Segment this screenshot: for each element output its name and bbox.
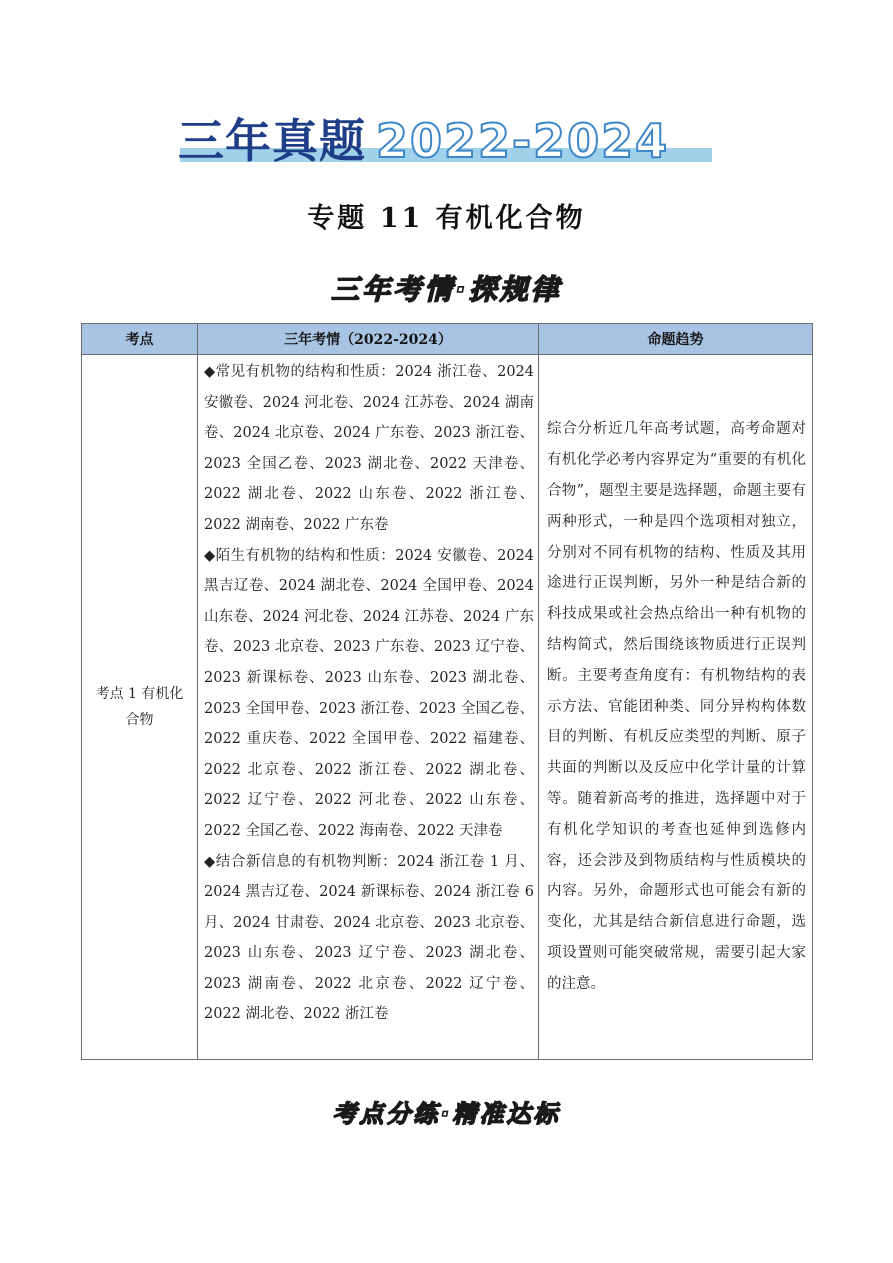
point-cell: 考点 1 有机化合物 — [82, 355, 198, 1060]
situation-item: ◆结合新信息的有机物判断：2024 浙江卷 1 月、2024 黑吉辽卷、2024 新课标卷、2024 浙江卷 6 月、2024 甘肃卷、2024 北京卷、2023 北京卷、2023 山东卷、2023 辽宁卷、2023 湖北卷、2023 湖南卷、2022 北京卷、2022 辽宁卷、2022 湖北卷、2022 浙江卷 — [204, 853, 534, 1023]
banner-chinese: 三年真题 — [178, 114, 366, 168]
trend-cell — [539, 355, 813, 1060]
table-header-row — [82, 324, 813, 355]
section-heading-analysis: 三年考情·探规律 — [331, 273, 562, 306]
trend-text: 综合分析近几年高考试题，高考命题对有机化学必考内容界定为“重要的有机化合物”，题型主要是选择题，命题主要有两种形式，一种是四个选项相对独立，分别对不同有机物的结构、性质及其用途进行正误判断，另外一种是结合新的科技成果或社会热点给出一种有机物的结构简式，然后围绕该物质进行正误判断。主要考查角度有：有机物结构的表示方法、官能团种类、同分异构构体数目的判断、有机反应类型的判断、原子共面的判断以及反应中化学计量的计算等。随着新高考的推进，选择题中对于有机化学知识的考查也延伸到选修内容，还会涉及到物质结构与性质模块的内容。另外，命题形式也可能会有新的变化，尤其是结合新信息进行命题，选项设置则可能突破常规，需要引起大家的注意。 — [547, 421, 806, 992]
situation-item: ◆陌生有机物的结构和性质：2024 安徽卷、2024 黑吉辽卷、2024 湖北卷、2024 全国甲卷、2024 山东卷、2024 河北卷、2024 江苏卷、2024 广东卷、2023 北京卷、2023 广东卷、2023 辽宁卷、2023 新课标卷、2023 山东卷、2023 湖北卷、2023 全国甲卷、2023 浙江卷、2023 全国乙卷、2022 重庆卷、2022 全国甲卷、2022 福建卷、2022 北京卷、2022 浙江卷、2022 湖北卷、2022 辽宁卷、2022 河北卷、2022 山东卷、2022 全国乙卷、2022 海南卷、2022 天津卷 — [204, 547, 534, 839]
section-heading-practice: 考点分练·精准达标 — [332, 1100, 561, 1128]
header-situation: 三年考情（2022-2024） — [198, 324, 539, 355]
topic-title: 专题 11 有机化合物 — [307, 203, 586, 234]
header-point: 考点 — [82, 324, 198, 355]
banner-text — [178, 112, 718, 172]
table-row — [82, 355, 813, 1060]
situation-item: ◆常见有机物的结构和性质：2024 浙江卷、2024 安徽卷、2024 河北卷、2024 江苏卷、2024 湖南卷、2024 北京卷、2024 广东卷、2023 浙江卷、2023 全国乙卷、2023 湖北卷、2022 天津卷、2022 湖北卷、2022 山东卷、2022 浙江卷、2022 湖南卷、2022 广东卷 — [204, 364, 534, 533]
exam-analysis-table — [81, 323, 813, 1060]
situation-cell — [198, 355, 539, 1060]
header-trend: 命题趋势 — [539, 324, 813, 355]
title-banner — [178, 112, 718, 172]
banner-year: 2022-2024 — [376, 114, 670, 168]
